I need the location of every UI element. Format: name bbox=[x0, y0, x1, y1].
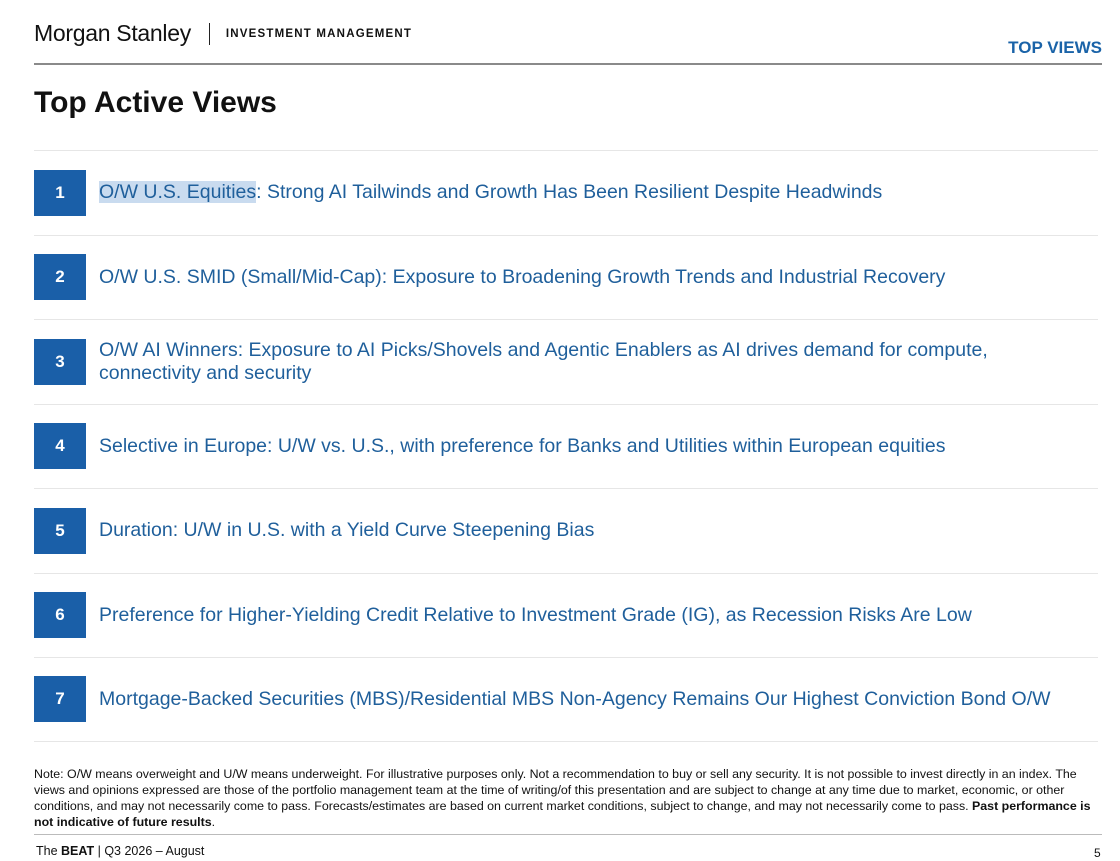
page-title: Top Active Views bbox=[34, 86, 277, 119]
view-number-badge: 3 bbox=[34, 339, 86, 385]
view-text[interactable]: Duration: U/W in U.S. with a Yield Curve Steepening Bias bbox=[99, 519, 595, 542]
view-text[interactable]: O/W U.S. SMID (Small/Mid-Cap): Exposure to Broadening Growth Trends and Industrial Recovery bbox=[99, 265, 946, 288]
disclaimer-body: Note: O/W means overweight and U/W means underweight. For illustrative purposes only. Not a recommendation to buy or sell any security. It is not possible to invest directly in an index. The views and opinions expressed are those of the portfolio management team at the time of writing/of this presentation and are subject to change at any time due to market, economic, or other conditions, and may not necessarily come to pass. Forecasts/estimates are based on current market conditions, subject to change, and may not necessarily come to pass. bbox=[34, 767, 1077, 813]
footer-label bbox=[36, 844, 204, 858]
view-number-badge: 2 bbox=[34, 254, 86, 300]
footer-beat: BEAT bbox=[61, 844, 95, 858]
header-divider bbox=[34, 63, 1102, 65]
view-item bbox=[34, 319, 1098, 404]
brand-divider bbox=[209, 23, 210, 45]
view-number-badge: 4 bbox=[34, 423, 86, 469]
footer-divider bbox=[34, 834, 1102, 835]
view-number-badge: 6 bbox=[34, 592, 86, 638]
view-number-badge: 5 bbox=[34, 508, 86, 554]
view-text[interactable] bbox=[99, 181, 882, 204]
section-tag: TOP VIEWS bbox=[1008, 38, 1102, 57]
view-text[interactable]: Mortgage-Backed Securities (MBS)/Residential MBS Non-Agency Remains Our Highest Conviction Bond O/W bbox=[99, 687, 1051, 710]
view-item bbox=[34, 488, 1098, 573]
disclaimer-bold: Past performance is not indicative of future results bbox=[34, 799, 1091, 829]
view-item bbox=[34, 657, 1098, 742]
view-item bbox=[34, 573, 1098, 658]
footer-date: | Q3 2026 – August bbox=[94, 844, 205, 858]
selected-text-highlight[interactable]: O/W U.S. Equities bbox=[99, 181, 257, 204]
disclaimer-end: . bbox=[211, 815, 216, 829]
view-text-rest: : Strong AI Tailwinds and Growth Has Been Resilient Despite Headwinds bbox=[256, 181, 883, 204]
views-list bbox=[34, 150, 1098, 742]
view-number-badge: 1 bbox=[34, 170, 86, 216]
brand-logo bbox=[34, 20, 412, 47]
view-text[interactable]: Preference for Higher-Yielding Credit Relative to Investment Grade (IG), as Recession Risks Are Low bbox=[99, 603, 972, 626]
view-item bbox=[34, 235, 1098, 320]
view-text[interactable]: O/W AI Winners: Exposure to AI Picks/Shovels and Agentic Enablers as AI drives demand for compute, connectivity and security bbox=[99, 338, 988, 384]
footer-prefix: The bbox=[36, 844, 62, 858]
page-header bbox=[34, 18, 1102, 64]
view-item bbox=[34, 404, 1098, 489]
view-item bbox=[34, 150, 1098, 235]
brand-name: Morgan Stanley bbox=[34, 20, 191, 46]
disclaimer-note bbox=[34, 766, 1106, 830]
brand-subtitle: INVESTMENT MANAGEMENT bbox=[225, 27, 413, 40]
view-text[interactable]: Selective in Europe: U/W vs. U.S., with preference for Banks and Utilities within European equities bbox=[99, 434, 946, 457]
page-number: 5 bbox=[1094, 846, 1101, 860]
view-number-badge: 7 bbox=[34, 676, 86, 722]
